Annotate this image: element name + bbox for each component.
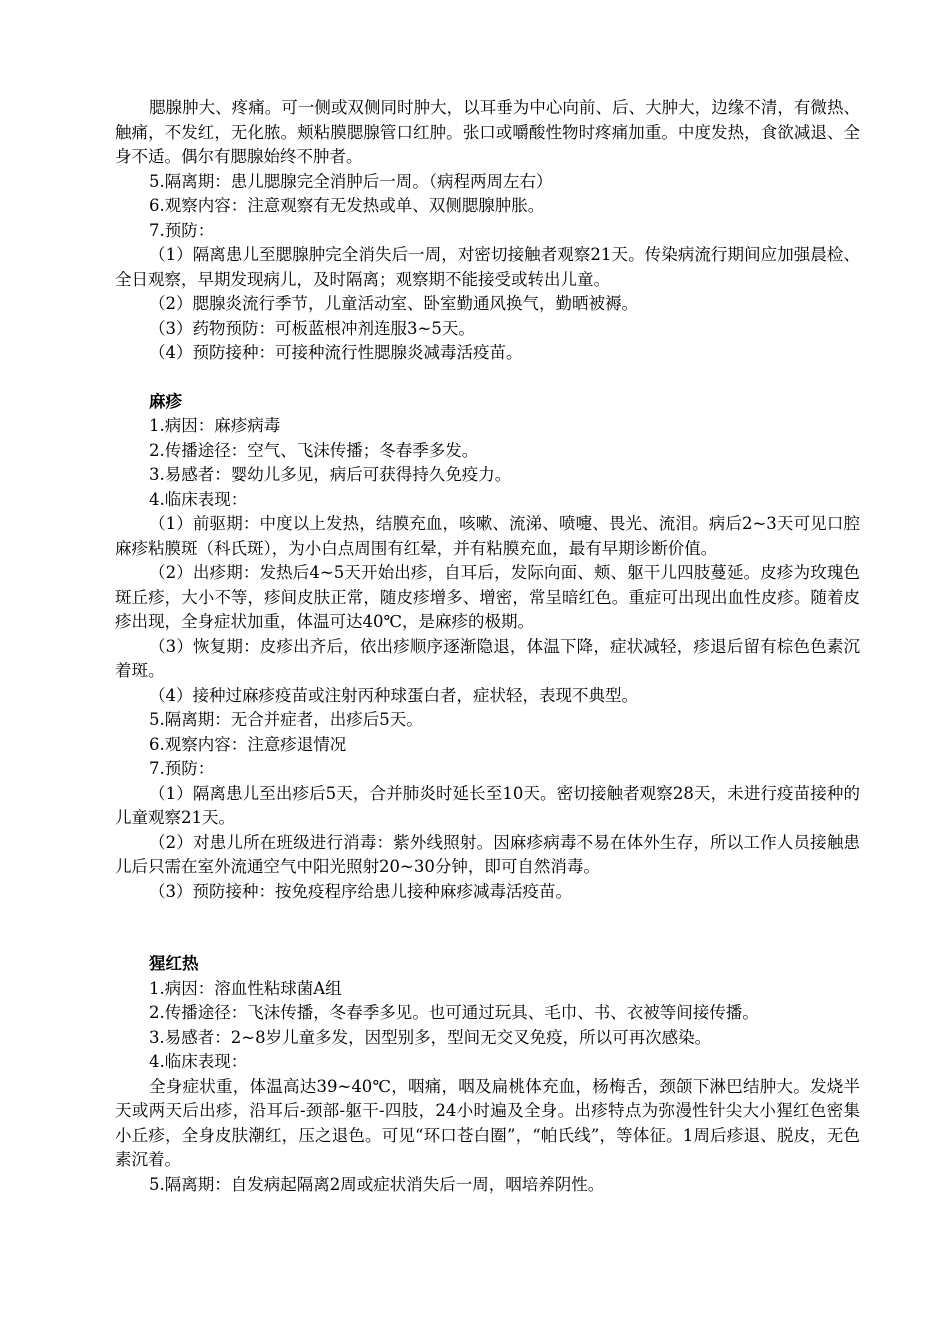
paragraph: 6.观察内容：注意疹退情况 [149, 734, 347, 754]
paragraph: 2.传播途径：飞沫传播，冬春季多见。也可通过玩具、毛巾、书、衣被等间接传播。 [149, 1003, 759, 1022]
paragraph: （4）接种过麻疹疫苗或注射丙种球蛋白者，症状轻，表现不典型。 [149, 685, 638, 705]
paragraph: 1.病因：溶血性粘球菌A组 [149, 978, 342, 998]
paragraph: 5.隔离期：自发病起隔离2周或症状消失后一周，咽培养阴性。 [149, 1174, 605, 1194]
paragraph: （2）出疹期：发热后4~5天开始出疹，自耳后，发际向面、颊、躯干儿四肢蔓延。皮疹为玫瑰色斑丘疹，大小不等，疹间皮肤正常，随皮疹增多、增密，常呈暗红色。重症可出现出血性皮疹。随着皮疹出现，全身症状加重，体温可达40℃，是麻疹的极期。 [115, 563, 860, 631]
paragraph: 7.预防： [149, 759, 215, 778]
paragraph: 腮腺肿大、疼痛。可一侧或双侧同时肿大，以耳垂为中心向前、后、大肿大，边缘不清，有微热、触痛，不发红，无化脓。颊粘膜腮腺管口红肿。张口或嚼酸性物时疼痛加重。中度发热，食欲减退、全身不适。偶尔有腮腺始终不肿者。 [115, 98, 860, 166]
paragraph: （2）对患儿所在班级进行消毒：紫外线照射。因麻疹病毒不易在体外生存，所以工作人员接触患儿后只需在室外流通空气中阳光照射20~30分钟，即可自然消毒。 [115, 832, 860, 876]
paragraph: 4.临床表现： [149, 489, 248, 509]
paragraph: （4）预防接种：可接种流行性腮腺炎减毒活疫苗。 [149, 343, 523, 362]
section-title-measles: 麻疹 [149, 391, 182, 411]
document-body [115, 96, 860, 1197]
paragraph: （3）预防接种：按免疫程序给患儿接种麻疹减毒活疫苗。 [149, 881, 572, 901]
section-title-scarlet-fever: 猩红热 [149, 954, 199, 973]
paragraph: （3）恢复期：皮疹出齐后，依出疹顺序逐渐隐退，体温下降，症状减轻，疹退后留有棕色色素沉着斑。 [115, 636, 860, 680]
paragraph: 2.传播途径：空气、飞沫传播；冬春季多发。 [149, 440, 479, 460]
paragraph: 3.易感者：婴幼儿多见，病后可获得持久免疫力。 [149, 465, 512, 484]
paragraph: （2）腮腺炎流行季节，儿童活动室、卧室勤通风换气，勤晒被褥。 [149, 294, 638, 313]
paragraph: 1.病因：麻疹病毒 [149, 416, 281, 435]
paragraph: 7.预防： [149, 220, 215, 240]
paragraph: （1）前驱期：中度以上发热，结膜充血，咳嗽、流涕、喷嚏、畏光、流泪。病后2~3天可见口腔麻疹粘膜斑（科氏斑），为小白点周围有红晕，并有粘膜充血，最有早期诊断价值。 [115, 514, 860, 558]
paragraph: （1）隔离患儿至腮腺肿完全消失后一周，对密切接触者观察21天。传染病流行期间应加强晨检、全日观察，早期发现病儿，及时隔离；观察期不能接受或转出儿童。 [115, 245, 860, 289]
paragraph: （3）药物预防：可板蓝根冲剂连服3~5天。 [149, 318, 475, 338]
paragraph: 全身症状重，体温高达39~40℃，咽痛，咽及扁桃体充血，杨梅舌，颈颌下淋巴结肿大。发烧半天或两天后出疹，沿耳后-颈部-躯干-四肢，24小时遍及全身。出疹特点为弥漫性针尖大小猩红色密集小丘疹，全身皮肤潮红，压之退色。可见“环口苍白圈”，“帕氏线”，等体征。1周后疹退、脱皮，无色素沉着。 [115, 1076, 860, 1169]
paragraph: 4.临床表现： [149, 1052, 248, 1071]
paragraph: 5.隔离期：无合并症者，出疹后5天。 [149, 710, 423, 729]
paragraph: （1）隔离患儿至出疹后5天，合并肺炎时延长至10天。密切接触者观察28天，未进行疫苗接种的儿童观察21天。 [115, 783, 860, 827]
paragraph: 3.易感者：2~8岁儿童多发，因型别多，型间无交叉免疫，所以可再次感染。 [149, 1027, 712, 1047]
section-spacer [115, 904, 860, 952]
section-spacer [115, 366, 860, 390]
paragraph: 5.隔离期：患儿腮腺完全消肿后一周。（病程两周左右） [149, 171, 553, 191]
paragraph: 6.观察内容：注意观察有无发热或单、双侧腮腺肿胀。 [149, 196, 545, 215]
